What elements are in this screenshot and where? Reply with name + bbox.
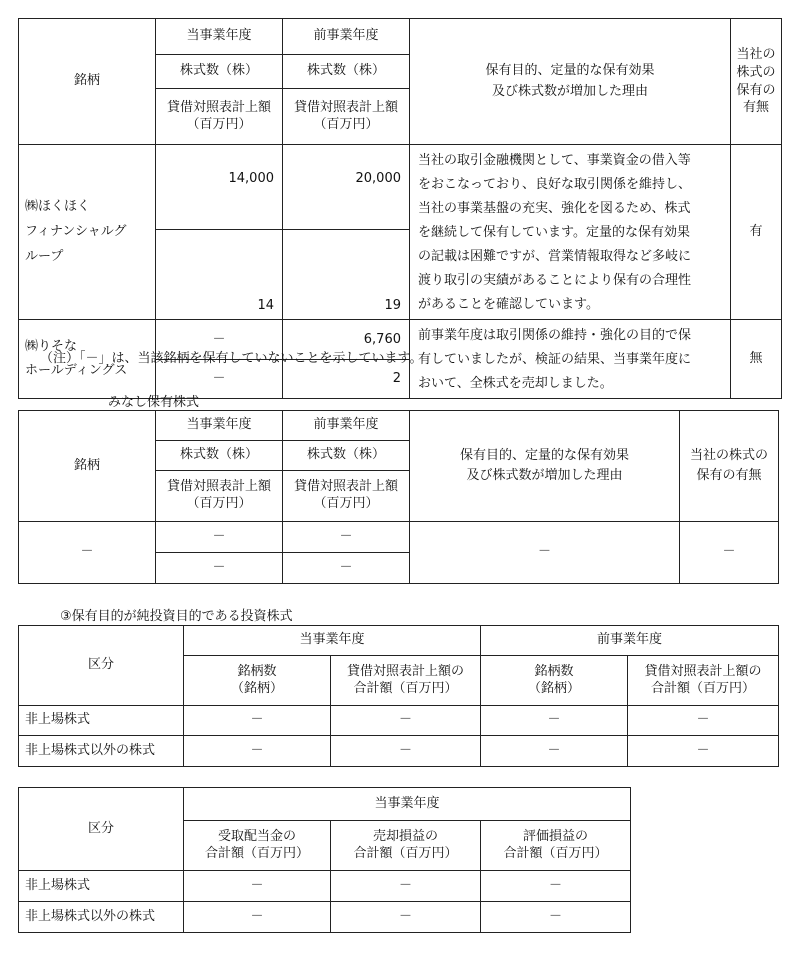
t3-count-line2: （銘柄）: [528, 680, 581, 696]
hokuhoku-reason-line: 当社の取引金融機関として、事業資金の借入等: [418, 153, 691, 168]
t2-header-prior-shares: 株式数（株）: [283, 441, 410, 471]
t2-header-holding: [680, 411, 779, 522]
t3-cell: －: [481, 706, 628, 736]
specified-investment-shares-table: [18, 18, 782, 399]
t2-header-prior-year: 前事業年度: [283, 411, 410, 441]
t4-header-current-year: 当事業年度: [184, 788, 631, 821]
resona-reason-line: 前事業年度は取引関係の維持・強化の目的で保: [418, 328, 692, 344]
header-book-value-line1: 貸借対照表計上額: [166, 99, 271, 115]
deemed-holdings-table: [18, 410, 779, 584]
t4-sale-line2: 合計額（百万円）: [353, 845, 458, 861]
hokuhoku-reason-line: の記載は困難ですが、営業情報取得など多岐に: [418, 249, 692, 265]
t3-total-line1: 貸借対照表計上額の: [644, 663, 762, 679]
t2-header-holding-line2: 保有の有無: [696, 468, 762, 483]
header-purpose: [410, 19, 731, 145]
hokuhoku-reason: [410, 145, 731, 320]
hokuhoku-name-line1: ㈱ほくほく: [25, 199, 91, 215]
t4-valuation-line2: 合計額（百万円）: [503, 845, 608, 861]
t2-book-value-line2: （百万円）: [186, 496, 252, 511]
hokuhoku-reason-line: を継続して保有しています。定量的な保有効果: [418, 225, 690, 241]
t4-valuation-line1: 評価損益の: [523, 828, 589, 844]
t2-book-value-line1: 貸借対照表計上額: [166, 479, 271, 495]
t3-count-line1: 銘柄数: [534, 663, 574, 679]
header-current-book-value: [156, 89, 283, 145]
header-current-year: 当事業年度: [156, 19, 283, 55]
header-holding: [731, 19, 782, 145]
t2-header-purpose-line1: 保有目的、定量的な保有効果: [459, 447, 629, 463]
hokuhoku-current-shares: 14,000: [156, 145, 283, 230]
t2-book-value-line2: （百万円）: [313, 496, 379, 511]
resona-prior-amount: 2: [283, 359, 410, 399]
t3-cell: －: [331, 706, 481, 736]
t4-header-sale-gain: [331, 821, 481, 871]
row-hokuhoku-name: [19, 145, 156, 320]
t4-header-dividend: [184, 821, 331, 871]
t2-header-current-year: 当事業年度: [156, 411, 283, 441]
hokuhoku-prior-amount: 19: [283, 230, 410, 320]
header-holding-line1: 当社の: [736, 47, 776, 63]
t2-book-value-line1: 貸借対照表計上額: [293, 479, 398, 495]
header-purpose-line2: 及び株式数が増加した理由: [491, 83, 648, 99]
t2-holding: －: [680, 522, 779, 584]
header-holding-line4: 有無: [742, 100, 769, 116]
hokuhoku-name-line3: ループ: [25, 248, 64, 264]
resona-current-amount: －: [156, 359, 283, 399]
t3-count-line2: （銘柄）: [230, 680, 283, 696]
header-holding-line2: 株式の: [736, 64, 776, 80]
hokuhoku-prior-shares: 20,000: [283, 145, 410, 230]
t2-header-current-shares: 株式数（株）: [156, 441, 283, 471]
resona-reason-line: おいて、全株式を売却しました。: [418, 376, 613, 392]
resona-name-line2: ホールディングス: [25, 363, 128, 379]
t4-row-unlisted-label: 非上場株式: [19, 871, 184, 902]
t2-header-holding-line1: 当社の株式の: [689, 447, 768, 463]
resona-prior-shares: 6,760: [283, 320, 410, 360]
t4-dividend-line2: 合計額（百万円）: [204, 845, 309, 861]
dividend-gain-table: [18, 787, 631, 933]
header-prior-shares: 株式数（株）: [283, 55, 410, 89]
resona-current-shares: －: [156, 320, 283, 360]
header-current-shares: 株式数（株）: [156, 55, 283, 89]
t3-header-current-count: [184, 656, 331, 706]
header-book-value-line2: （百万円）: [313, 116, 379, 132]
t3-header-current-year: 当事業年度: [184, 626, 481, 656]
hokuhoku-reason-line: 渡り取引の実績があることにより保有の合理性: [418, 273, 692, 289]
t4-cell: －: [331, 902, 481, 933]
t3-header-prior-count: [481, 656, 628, 706]
header-name: 銘柄: [19, 19, 156, 145]
deemed-holdings-caption: みなし保有株式: [108, 395, 200, 410]
t3-total-line1: 貸借対照表計上額の: [347, 663, 465, 679]
resona-reason-line: 有していましたが、検証の結果、当事業年度に: [418, 352, 692, 368]
t2-header-purpose-line2: 及び株式数が増加した理由: [466, 468, 623, 483]
t3-total-line2: 合計額（百万円）: [651, 680, 756, 696]
t2-header-name: 銘柄: [19, 411, 156, 522]
header-book-value-line1: 貸借対照表計上額: [293, 99, 398, 115]
t3-header-prior-year: 前事業年度: [481, 626, 779, 656]
t3-cell: －: [481, 736, 628, 767]
resona-holding: 無: [731, 320, 782, 399]
header-book-value-line2: （百万円）: [186, 116, 252, 132]
t4-cell: －: [184, 902, 331, 933]
hokuhoku-current-amount: 14: [156, 230, 283, 320]
resona-name-line1: ㈱りそな: [25, 338, 78, 354]
t2-prior-shares: －: [283, 522, 410, 553]
t4-cell: －: [481, 902, 631, 933]
t4-cell: －: [331, 871, 481, 902]
header-prior-book-value: [283, 89, 410, 145]
footnote: （注）「－」は、当該銘柄を保有していないことを示しています。: [40, 351, 423, 366]
t3-cell: －: [331, 736, 481, 767]
pure-investment-table: [18, 625, 779, 767]
t3-header-category: 区分: [19, 626, 184, 706]
t3-header-current-total: [331, 656, 481, 706]
t4-header-valuation-gain: [481, 821, 631, 871]
hokuhoku-holding: 有: [731, 145, 782, 320]
t4-sale-line1: 売却損益の: [372, 828, 438, 844]
t4-dividend-line1: 受取配当金の: [217, 828, 296, 844]
t4-header-category: 区分: [19, 788, 184, 871]
pure-investment-caption: ③保有目的が純投資目的である投資株式: [60, 609, 293, 624]
hokuhoku-name-line2: フィナンシャルグ: [25, 223, 127, 239]
header-purpose-line1: 保有目的、定量的な保有効果: [485, 63, 655, 79]
t3-cell: －: [184, 736, 331, 767]
t2-header-purpose: [410, 411, 680, 522]
t3-header-prior-total: [628, 656, 779, 706]
t2-current-shares: －: [156, 522, 283, 553]
t3-cell: －: [628, 706, 779, 736]
t3-row-listed-label: 非上場株式以外の株式: [19, 736, 184, 767]
hokuhoku-reason-line: 当社の事業基盤の充実、強化を図るため、株式: [418, 201, 691, 217]
resona-reason: [410, 320, 731, 399]
hokuhoku-reason-line: をおこなっており、良好な取引関係を維持し、: [418, 177, 692, 193]
t3-cell: －: [628, 736, 779, 767]
t3-row-unlisted-label: 非上場株式: [19, 706, 184, 736]
t4-cell: －: [184, 871, 331, 902]
t2-header-prior-book-value: [283, 471, 410, 522]
t3-cell: －: [184, 706, 331, 736]
t3-count-line1: 銘柄数: [237, 663, 277, 679]
t2-header-current-book-value: [156, 471, 283, 522]
t2-reason: －: [410, 522, 680, 584]
t2-row-name: －: [19, 522, 156, 584]
header-prior-year: 前事業年度: [283, 19, 410, 55]
t3-total-line2: 合計額（百万円）: [353, 680, 458, 696]
t4-row-listed-label: 非上場株式以外の株式: [19, 902, 184, 933]
hokuhoku-reason-line: があることを確認しています。: [418, 297, 599, 313]
t4-cell: －: [481, 871, 631, 902]
t2-prior-amount: －: [283, 553, 410, 584]
t2-current-amount: －: [156, 553, 283, 584]
header-holding-line3: 保有の: [736, 82, 776, 98]
